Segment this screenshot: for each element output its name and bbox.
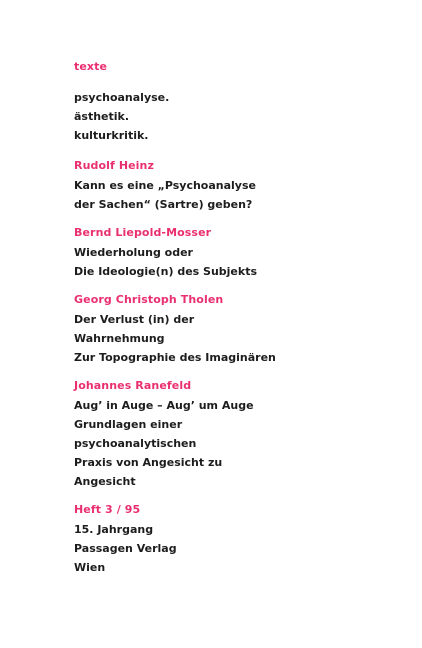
contents-page	[74, 58, 374, 577]
article-title-line: Wahrnehmung	[74, 332, 165, 345]
tagline-line: ästhetik.	[74, 110, 130, 123]
issue-info	[74, 501, 374, 577]
issue-line: Passagen Verlag	[74, 542, 177, 555]
issue-line: Wien	[74, 561, 106, 574]
tagline	[74, 88, 374, 145]
article-title-line: Die Ideologie(n) des Subjekts	[74, 265, 258, 278]
article-title-line: Angesicht	[74, 475, 136, 488]
magazine-title: texte	[74, 60, 108, 73]
article-entry	[74, 157, 374, 214]
article-author: Bernd Liepold-Mosser	[74, 226, 212, 239]
article-author: Georg Christoph Tholen	[74, 293, 224, 306]
article-title-line: Wiederholung oder	[74, 246, 193, 259]
article-author: Johannes Ranefeld	[74, 379, 192, 392]
article-title-line: der Sachen“ (Sartre) geben?	[74, 198, 253, 211]
article-title-line: Der Verlust (in) der	[74, 313, 195, 326]
tagline-line: kulturkritik.	[74, 129, 149, 142]
article-author: Rudolf Heinz	[74, 159, 154, 172]
article-title-line: Zur Topographie des Imaginären	[74, 351, 276, 364]
issue-label: Heft 3 / 95	[74, 503, 141, 516]
article-entry	[74, 291, 374, 367]
tagline-line: psychoanalyse.	[74, 91, 170, 104]
article-title-line: Kann es eine „Psychoanalyse	[74, 179, 256, 192]
article-title-line: Grundlagen einer	[74, 418, 183, 431]
article-title-line: Praxis von Angesicht zu	[74, 456, 223, 469]
article-title-line: Aug’ in Auge – Aug’ um Auge	[74, 399, 254, 412]
article-title-line: psychoanalytischen	[74, 437, 197, 450]
article-entry	[74, 224, 374, 281]
article-entry	[74, 377, 374, 491]
issue-line: 15. Jahrgang	[74, 523, 154, 536]
